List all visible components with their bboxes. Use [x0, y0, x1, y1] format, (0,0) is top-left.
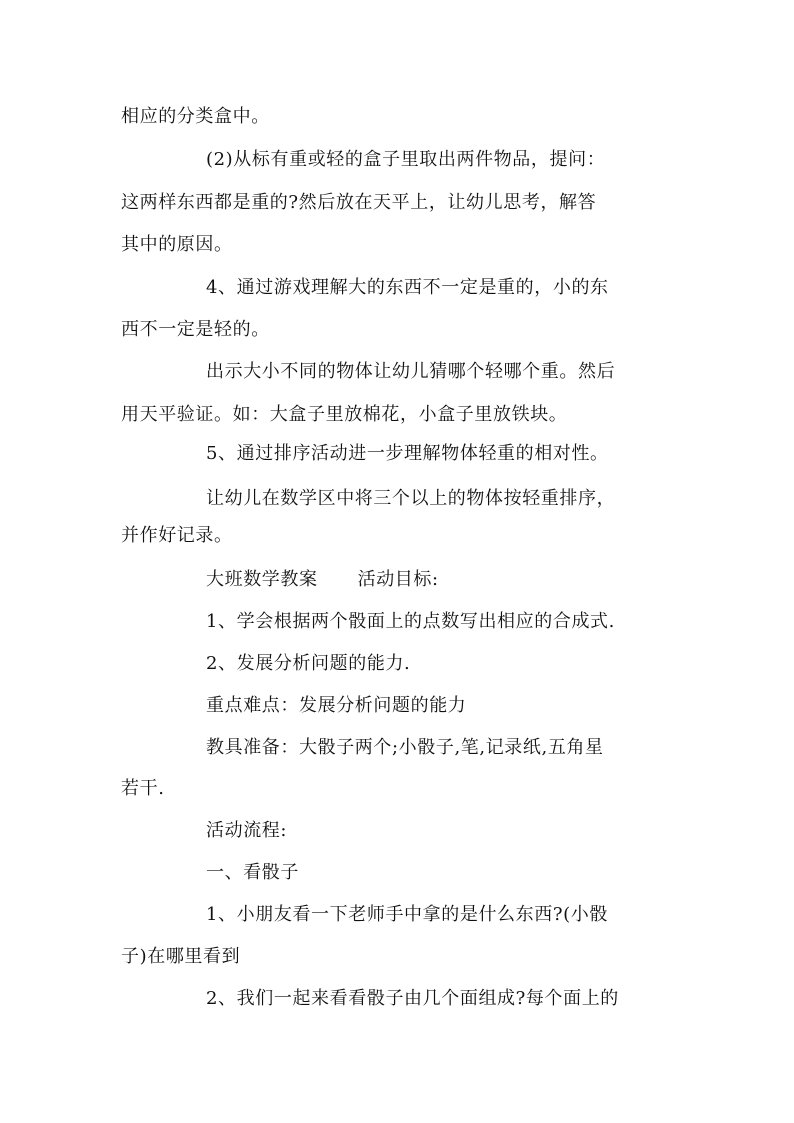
text-line: 5、通过排序活动进一步理解物体轻重的相对性。	[206, 443, 609, 464]
text-line-heading	[206, 569, 676, 591]
text-line: 4、通过游戏理解大的东西不一定是重的，小的东	[206, 277, 609, 298]
text-line: 1、学会根据两个骰面上的点数写出相应的合成式.	[206, 611, 615, 632]
text-line: 1、小朋友看一下老师手中拿的是什么东西?(小骰	[206, 904, 608, 925]
text-line: 2、发展分析问题的能力.	[206, 653, 411, 674]
text-line: 相应的分类盒中。	[121, 106, 270, 127]
text-line: 一、看骰子	[206, 862, 299, 883]
text-line: 活动流程:	[206, 820, 288, 841]
text-line: 西不一定是轻的。	[121, 319, 270, 340]
text-line: 若干.	[121, 778, 165, 799]
activity-goal-label: 活动目标:	[357, 569, 439, 590]
text-line: 2、我们一起来看看骰子由几个面组成?每个面上的	[206, 988, 619, 1009]
text-line: 并作好记录。	[121, 525, 233, 546]
text-line: 重点难点：发展分析问题的能力	[206, 695, 467, 716]
text-line: 子)在哪里看到	[121, 946, 241, 967]
text-line: 出示大小不同的物体让幼儿猜哪个轻哪个重。然后	[206, 361, 616, 382]
text-line: 用天平验证。如：大盒子里放棉花，小盒子里放铁块。	[121, 404, 568, 425]
text-line: (2)从标有重或轻的盒子里取出两件物品，提问：	[206, 149, 606, 170]
text-line: 让幼儿在数学区中将三个以上的物体按轻重排序，	[206, 488, 616, 509]
lesson-plan-title: 大班数学教案	[206, 569, 318, 590]
text-line: 其中的原因。	[121, 234, 233, 255]
text-line: 教具准备：大骰子两个;小骰子,笔,记录纸,五角星	[206, 737, 604, 758]
text-line: 这两样东西都是重的?然后放在天平上，让幼儿思考，解答	[121, 192, 597, 213]
